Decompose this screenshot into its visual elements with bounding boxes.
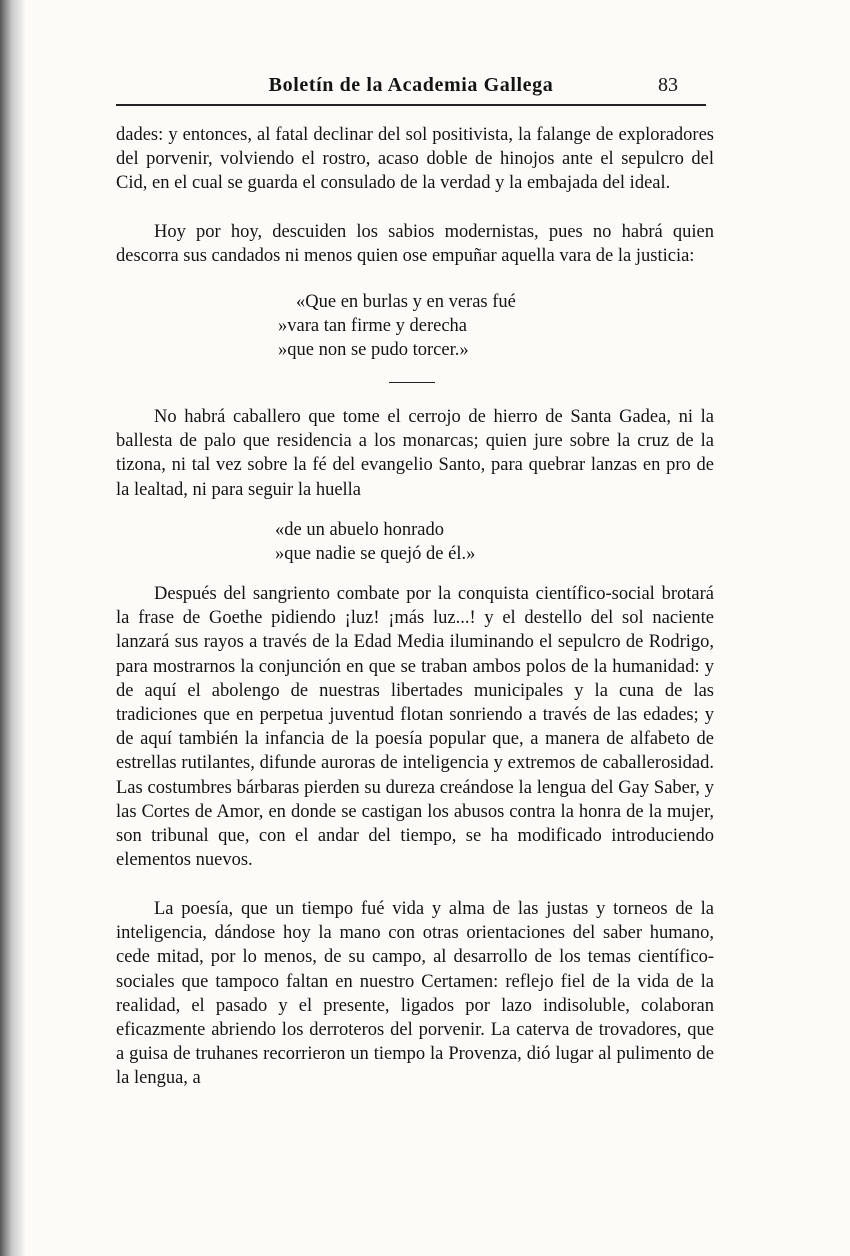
paragraph-1: dades: y entonces, al fatal declinar del sol positivista, la falange de exploradores del porvenir, volviendo el rostro, acaso doble de hinojos ante el sepulcro del Cid, en el cual se guarda el consulado de la verdad y la embajada del ideal. bbox=[116, 125, 714, 194]
verse-line: »que non se pudo torcer.» bbox=[278, 340, 469, 361]
section-separator bbox=[389, 382, 435, 383]
paragraph-2: Hoy por hoy, descuiden los sabios modernistas, pues no habrá quien descorra sus candados ni menos quien ose empuñar aquella vara de la justicia: bbox=[116, 222, 714, 267]
paragraph-4: Después del sangriento combate por la conquista científico-social brotará la frase de Goethe pidiendo ¡luz! ¡más luz...! y el destello del sol naciente lanzará sus rayos a través de la Edad Media iluminando el sepulcro de Rodrigo, para mostrarnos la conjunción en que se traban ambos polos de la humanidad: y de aquí el abolengo de nuestras libertades municipales y la cuna de las tradiciones que en perpetua juventud flotan sonriendo a través de las edades; y de aquí también la infancia de la poesía popular que, a manera de alfabeto de estrellas rutilantes, difunde auroras de inteligencia y extremos de caballerosidad. Las costumbres bárbaras pierden su dureza creándose la lengua del Gay Saber, y las Cortes de Amor, en donde se castigan los abusos contra la honra de la mujer, son tribunal que, con el andar del tiempo, se ha modificado introduciendo elementos nuevos. bbox=[116, 584, 714, 871]
paragraph-3: No habrá caballero que tome el cerrojo de hierro de Santa Gadea, ni la ballesta de palo que residencia a los monarcas; quien jure sobre la cruz de la tizona, ni tal vez sobre la fé del evangelio Santo, para quebrar lanzas en pro de la lealtad, ni para seguir la huella bbox=[116, 407, 714, 500]
verse-quote-2 bbox=[275, 518, 475, 566]
verse-quote-1 bbox=[278, 290, 516, 363]
page-binding-edge bbox=[0, 0, 26, 1256]
verse-line: »que nadie se quejó de él.» bbox=[275, 544, 476, 565]
paragraph-5: La poesía, que un tiempo fué vida y alma de las justas y torneos de la inteligencia, dándose hoy la mano con otras orientaciones del saber humano, cede mitad, por lo menos, de su campo, al desarrollo de los temas científico-sociales que tampoco faltan en nuestro Certamen: reflejo fiel de la vida de la realidad, el pasado y el presente, ligados por lazo indisoluble, colaboran eficazmente abriendo los derroteros del porvenir. La caterva de trovadores, que a guisa de truhanes recorrieron un tiempo la Provenza, dió lugar al pulimento de la lengua, a bbox=[116, 899, 714, 1089]
header-rule bbox=[116, 104, 706, 106]
running-title: Boletín de la Academia Gallega bbox=[268, 74, 554, 96]
verse-line: »vara tan firme y derecha bbox=[278, 316, 468, 337]
verse-line: «Que en burlas y en veras fué bbox=[296, 292, 516, 312]
running-header bbox=[116, 74, 706, 102]
verse-line: «de un abuelo honrado bbox=[275, 520, 445, 540]
page-number: 83 bbox=[658, 74, 678, 96]
